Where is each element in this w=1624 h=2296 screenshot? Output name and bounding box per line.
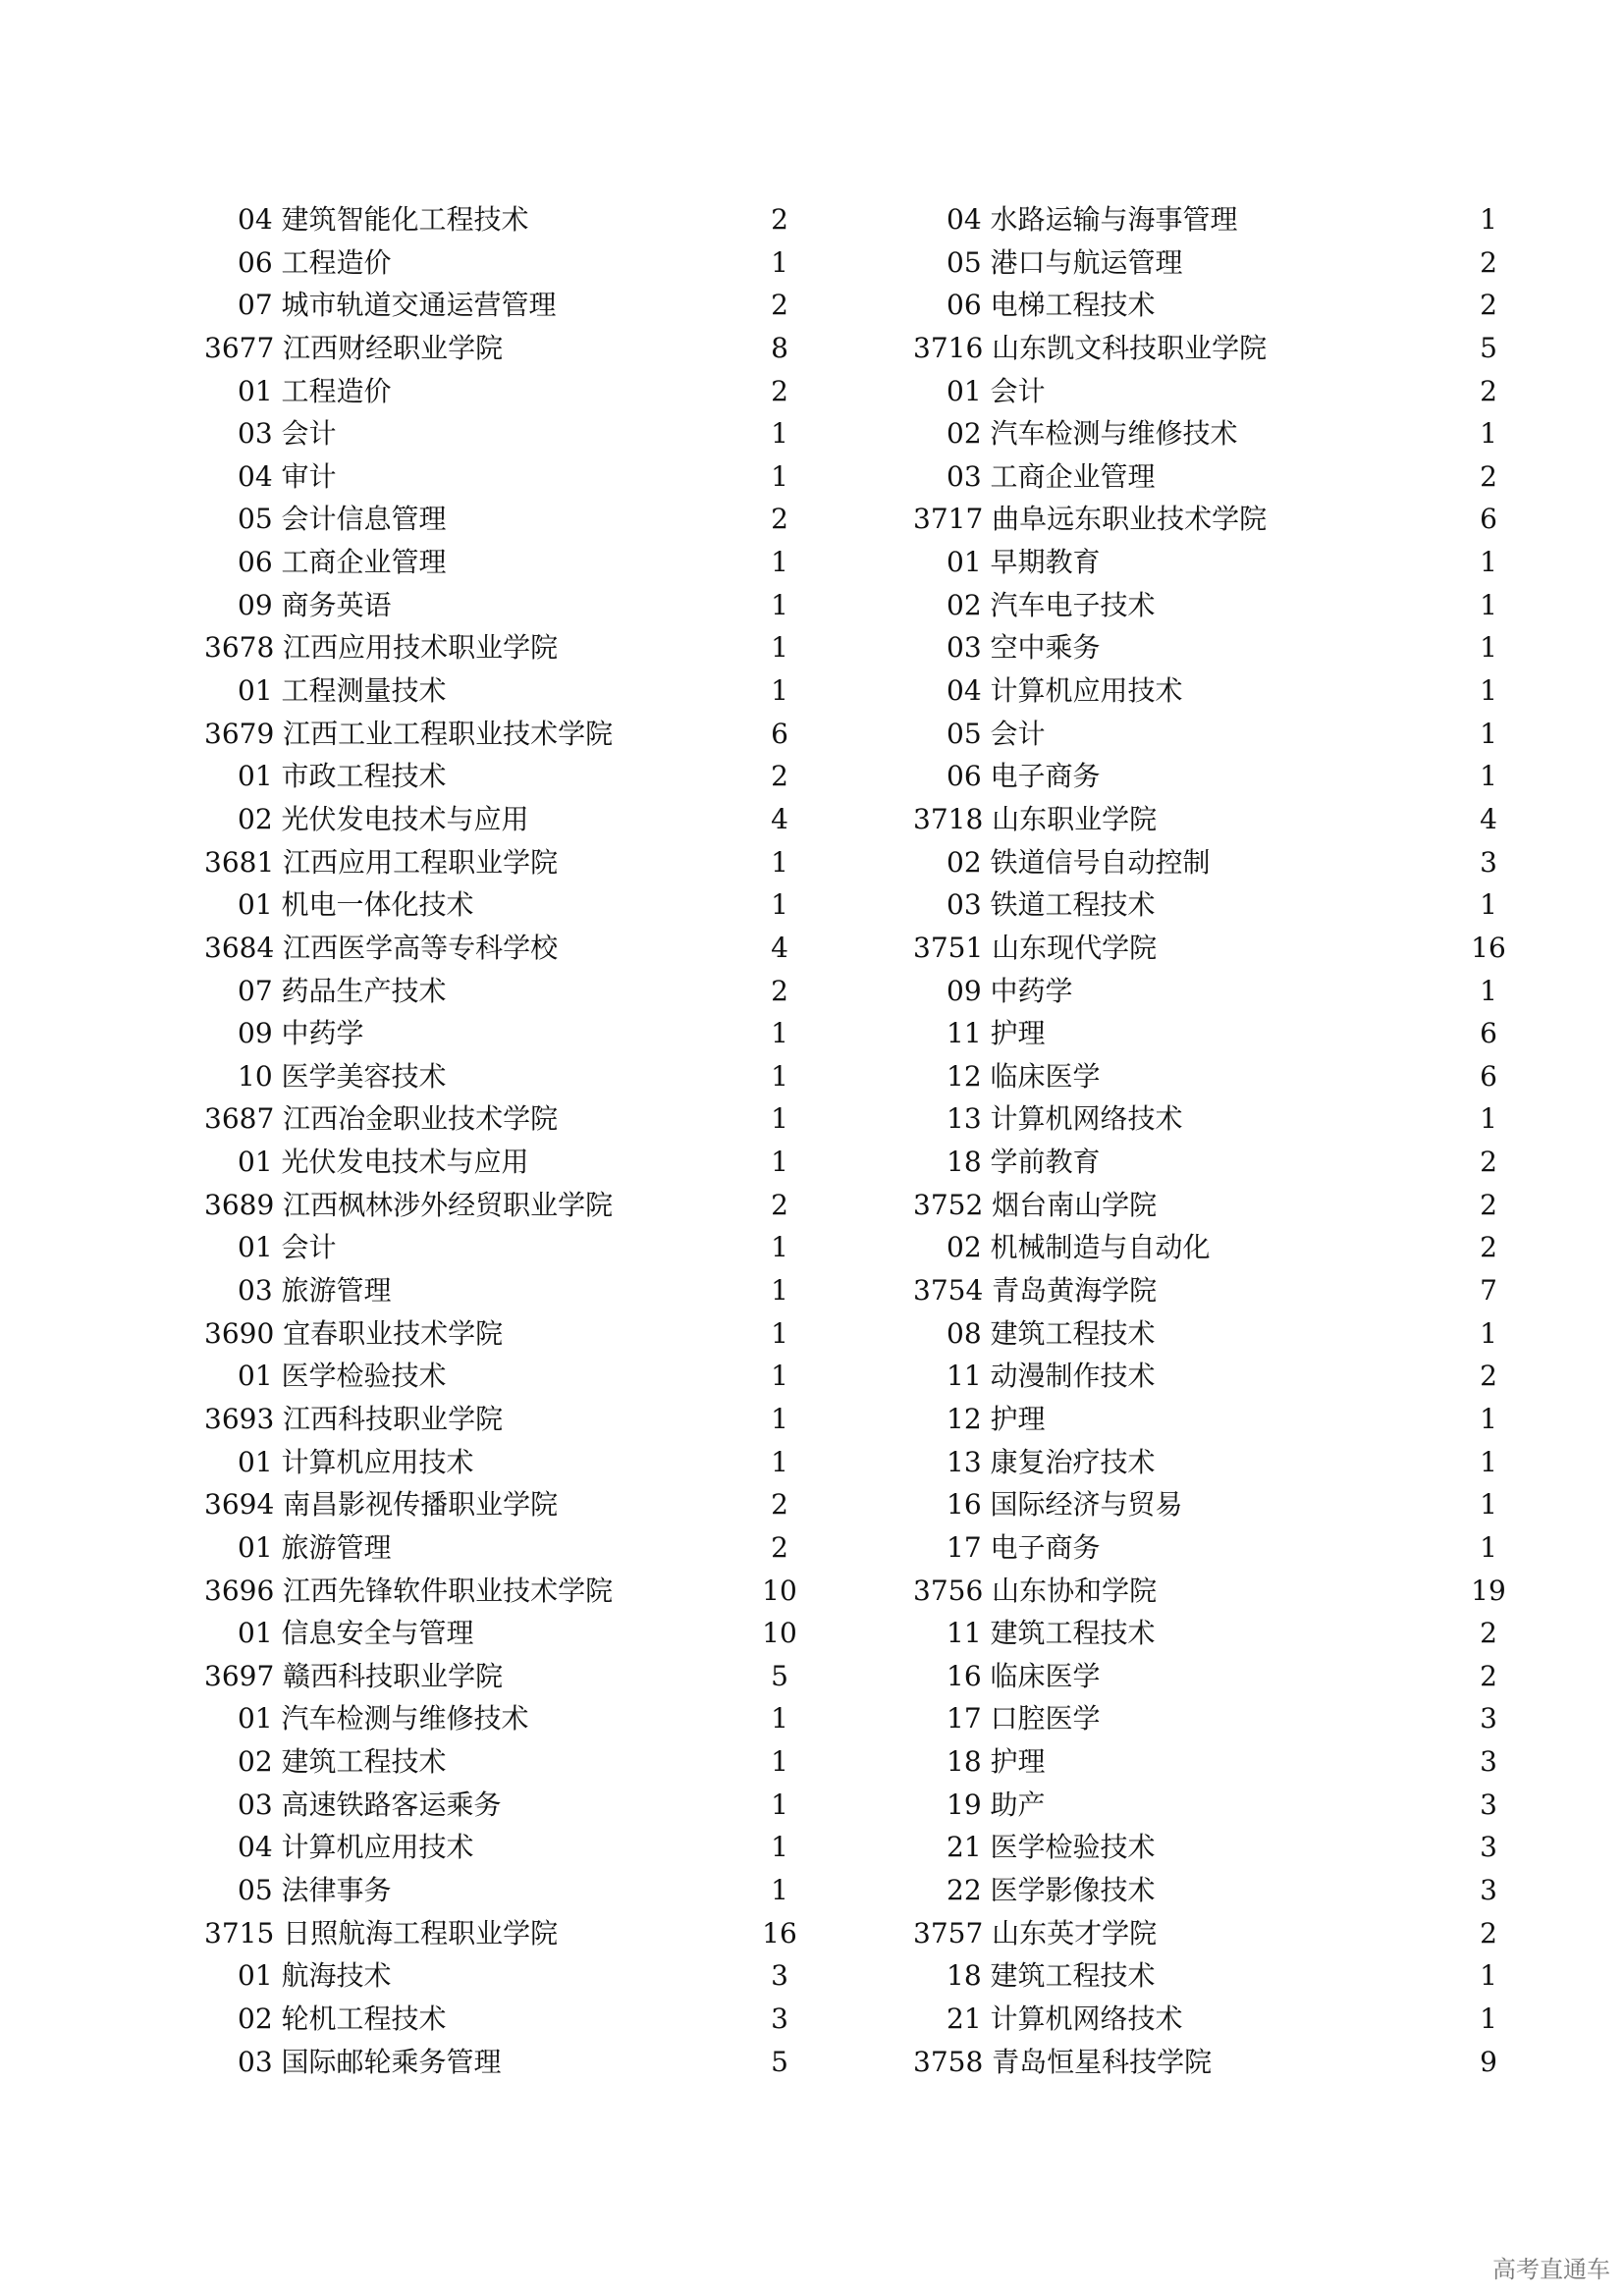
- major-name: 13 康复治疗技术: [947, 1445, 1156, 1478]
- quota-count: 1: [771, 674, 788, 708]
- major-name: 22 医学影像技术: [947, 1873, 1156, 1906]
- major-name: 18 学前教育: [947, 1146, 1101, 1179]
- major-name: 17 口腔医学: [947, 1702, 1101, 1735]
- quota-count: 1: [771, 1831, 788, 1864]
- school-name: 3715 日照航海工程职业学院: [204, 1916, 559, 1949]
- major-name: 09 中药学: [947, 974, 1073, 1007]
- major-row: [204, 541, 793, 584]
- major-row: [913, 1612, 1502, 1655]
- major-name: 09 中药学: [238, 1017, 364, 1050]
- major-name: 19 助产: [947, 1788, 1046, 1821]
- major-row: [913, 669, 1502, 713]
- major-name: 03 空中乘务: [947, 631, 1101, 665]
- quota-count: 1: [771, 459, 788, 493]
- major-name: 05 港口与航运管理: [947, 245, 1183, 279]
- school-row: [913, 1570, 1506, 1613]
- major-name: 01 会计: [238, 1231, 337, 1264]
- quota-count: 6: [1480, 1017, 1497, 1050]
- school-name: 3689 江西枫林涉外经贸职业学院: [204, 1188, 614, 1221]
- school-row: [913, 327, 1502, 370]
- school-row: [913, 1184, 1502, 1227]
- quota-count: 2: [1480, 245, 1497, 279]
- major-row: [204, 970, 793, 1013]
- quota-count: 1: [1480, 760, 1497, 793]
- quota-count: 2: [771, 1530, 788, 1564]
- quota-count: 1: [771, 588, 788, 621]
- major-row: [913, 455, 1502, 499]
- quota-count: 5: [771, 1659, 788, 1692]
- major-row: [204, 1441, 793, 1484]
- major-row: [913, 1526, 1502, 1570]
- quota-count: 1: [771, 888, 788, 922]
- quota-count: 1: [1480, 417, 1497, 451]
- quota-count: 1: [1480, 1530, 1497, 1564]
- quota-count: 2: [771, 374, 788, 407]
- school-row: [204, 1398, 793, 1441]
- quota-count: 1: [771, 1445, 788, 1478]
- major-row: [204, 669, 793, 713]
- quota-count: 5: [1480, 331, 1497, 364]
- major-name: 02 铁道信号自动控制: [947, 845, 1211, 879]
- quota-count: 2: [1480, 459, 1497, 493]
- school-name: 3679 江西工业工程职业技术学院: [204, 717, 614, 750]
- school-name: 3690 宜春职业技术学院: [204, 1316, 504, 1350]
- major-name: 01 汽车检测与维修技术: [238, 1702, 529, 1735]
- major-name: 09 商务英语: [238, 588, 392, 621]
- quota-count: 16: [762, 1916, 797, 1949]
- quota-count: 3: [1480, 1831, 1497, 1864]
- quota-count: 3: [1480, 1702, 1497, 1735]
- school-name: 3681 江西应用工程职业学院: [204, 845, 559, 879]
- quota-count: 1: [1480, 888, 1497, 922]
- major-row: [913, 1097, 1502, 1141]
- major-name: 01 航海技术: [238, 1959, 392, 1993]
- major-row: [913, 1483, 1502, 1526]
- major-name: 03 高速铁路客运乘务: [238, 1788, 502, 1821]
- major-row: [913, 1012, 1502, 1055]
- major-row: [913, 1998, 1502, 2041]
- quota-count: 8: [771, 331, 788, 364]
- major-row: [913, 1141, 1502, 1184]
- school-row: [204, 626, 793, 669]
- major-row: [913, 1355, 1502, 1398]
- school-row: [204, 713, 793, 756]
- quota-count: 2: [771, 203, 788, 236]
- major-row: [204, 370, 793, 413]
- quota-count: 4: [1480, 802, 1497, 835]
- major-name: 10 医学美容技术: [238, 1059, 447, 1093]
- major-name: 05 会计信息管理: [238, 503, 447, 536]
- school-row: [204, 327, 793, 370]
- school-name: 3717 曲阜远东职业技术学院: [913, 503, 1268, 536]
- major-name: 07 城市轨道交通运营管理: [238, 289, 557, 322]
- major-row: [913, 1954, 1502, 1998]
- quota-count: 1: [1480, 1402, 1497, 1435]
- school-row: [913, 1912, 1502, 1955]
- major-name: 17 电子商务: [947, 1530, 1101, 1564]
- school-row: [204, 927, 793, 970]
- major-row: [204, 1784, 793, 1827]
- major-row: [204, 498, 793, 541]
- major-name: 04 审计: [238, 459, 337, 493]
- quota-count: 2: [1480, 1146, 1497, 1179]
- quota-count: 2: [1480, 289, 1497, 322]
- quota-count: 4: [771, 802, 788, 835]
- school-name: 3758 青岛恒星科技学院: [913, 2045, 1213, 2078]
- major-name: 03 工商企业管理: [947, 459, 1156, 493]
- school-row: [913, 927, 1506, 970]
- quota-count: 4: [771, 931, 788, 964]
- major-row: [913, 1441, 1502, 1484]
- major-name: 13 计算机网络技术: [947, 1102, 1183, 1136]
- major-name: 02 汽车检测与维修技术: [947, 417, 1238, 451]
- quota-count: 1: [1480, 546, 1497, 579]
- major-name: 05 法律事务: [238, 1873, 392, 1906]
- major-row: [913, 412, 1502, 455]
- quota-count: 1: [771, 1873, 788, 1906]
- major-name: 21 医学检验技术: [947, 1831, 1156, 1864]
- major-name: 01 早期教育: [947, 546, 1101, 579]
- quota-count: 6: [1480, 1059, 1497, 1093]
- quota-count: 16: [1471, 931, 1506, 964]
- major-row: [204, 284, 793, 327]
- major-row: [913, 1398, 1502, 1441]
- major-name: 03 会计: [238, 417, 337, 451]
- major-row: [913, 1655, 1502, 1698]
- quota-count: 1: [1480, 2002, 1497, 2035]
- major-row: [913, 970, 1502, 1013]
- major-name: 02 机械制造与自动化: [947, 1231, 1211, 1264]
- school-name: 3694 南昌影视传播职业学院: [204, 1488, 559, 1522]
- school-name: 3697 赣西科技职业学院: [204, 1659, 504, 1692]
- quota-count: 1: [771, 631, 788, 665]
- quota-count: 1: [1480, 1488, 1497, 1522]
- major-name: 01 信息安全与管理: [238, 1617, 474, 1650]
- major-name: 18 建筑工程技术: [947, 1959, 1156, 1993]
- school-row: [913, 1269, 1502, 1312]
- quota-count: 1: [1480, 203, 1497, 236]
- school-name: 3696 江西先锋软件职业技术学院: [204, 1574, 614, 1607]
- major-row: [204, 1954, 793, 1998]
- school-name: 3684 江西医学高等专科学校: [204, 931, 559, 964]
- quota-count: 2: [1480, 1188, 1497, 1221]
- school-row: [204, 1483, 793, 1526]
- quota-count: 3: [1480, 1745, 1497, 1779]
- school-row: [204, 1655, 793, 1698]
- school-row: [913, 498, 1502, 541]
- major-row: [913, 1869, 1502, 1912]
- major-name: 02 轮机工程技术: [238, 2002, 447, 2035]
- school-name: 3754 青岛黄海学院: [913, 1274, 1158, 1308]
- major-row: [204, 1269, 793, 1312]
- quota-count: 10: [762, 1617, 797, 1650]
- major-name: 01 计算机应用技术: [238, 1445, 474, 1478]
- quota-count: 2: [1480, 1360, 1497, 1393]
- school-name: 3693 江西科技职业学院: [204, 1402, 504, 1435]
- quota-count: 1: [771, 1274, 788, 1308]
- quota-count: 1: [771, 1059, 788, 1093]
- major-row: [913, 584, 1502, 627]
- quota-count: 5: [771, 2045, 788, 2078]
- major-row: [204, 1355, 793, 1398]
- major-row: [913, 541, 1502, 584]
- quota-count: 19: [1471, 1574, 1506, 1607]
- quota-count: 1: [1480, 974, 1497, 1007]
- major-row: [913, 1312, 1502, 1356]
- major-name: 01 光伏发电技术与应用: [238, 1146, 529, 1179]
- quota-count: 2: [771, 1188, 788, 1221]
- quota-count: 1: [771, 1745, 788, 1779]
- major-row: [913, 370, 1502, 413]
- quota-count: 2: [771, 974, 788, 1007]
- major-row: [204, 241, 793, 285]
- quota-count: 3: [1480, 1788, 1497, 1821]
- major-name: 01 会计: [947, 374, 1046, 407]
- quota-count: 1: [1480, 588, 1497, 621]
- school-row: [913, 2041, 1502, 2084]
- major-name: 01 旅游管理: [238, 1530, 392, 1564]
- major-name: 16 国际经济与贸易: [947, 1488, 1183, 1522]
- quota-count: 1: [771, 1316, 788, 1350]
- quota-count: 1: [771, 845, 788, 879]
- school-row: [204, 841, 793, 884]
- major-row: [204, 1226, 793, 1269]
- major-name: 12 护理: [947, 1402, 1046, 1435]
- major-row: [913, 1826, 1502, 1869]
- quota-count: 1: [771, 417, 788, 451]
- school-name: 3718 山东职业学院: [913, 802, 1158, 835]
- quota-count: 1: [1480, 717, 1497, 750]
- major-name: 03 旅游管理: [238, 1274, 392, 1308]
- school-row: [204, 1097, 793, 1141]
- quota-count: 2: [1480, 1617, 1497, 1650]
- quota-count: 1: [771, 1788, 788, 1821]
- major-row: [204, 1526, 793, 1570]
- major-row: [913, 1055, 1502, 1098]
- quota-count: 2: [771, 503, 788, 536]
- major-name: 03 铁道工程技术: [947, 888, 1156, 922]
- major-row: [913, 841, 1502, 884]
- major-name: 03 国际邮轮乘务管理: [238, 2045, 502, 2078]
- school-name: 3756 山东协和学院: [913, 1574, 1158, 1607]
- quota-count: 2: [1480, 374, 1497, 407]
- major-row: [204, 1612, 797, 1655]
- quota-count: 1: [1480, 1445, 1497, 1478]
- major-name: 06 工商企业管理: [238, 546, 447, 579]
- major-row: [913, 1740, 1502, 1784]
- major-name: 11 护理: [947, 1017, 1046, 1050]
- major-row: [913, 713, 1502, 756]
- quota-count: 2: [1480, 1231, 1497, 1264]
- major-name: 01 机电一体化技术: [238, 888, 474, 922]
- major-row: [204, 755, 793, 798]
- major-row: [204, 1998, 793, 2041]
- quota-count: 2: [771, 760, 788, 793]
- school-name: 3678 江西应用技术职业学院: [204, 631, 559, 665]
- major-name: 08 建筑工程技术: [947, 1316, 1156, 1350]
- major-row: [913, 755, 1502, 798]
- major-name: 11 建筑工程技术: [947, 1617, 1156, 1650]
- school-name: 3677 江西财经职业学院: [204, 331, 504, 364]
- quota-count: 2: [771, 1488, 788, 1522]
- major-name: 02 汽车电子技术: [947, 588, 1156, 621]
- right-column: [913, 198, 1506, 2083]
- quota-count: 9: [1480, 2045, 1497, 2078]
- major-name: 01 工程造价: [238, 374, 392, 407]
- major-row: [913, 1697, 1502, 1740]
- major-row: [913, 284, 1502, 327]
- quota-count: 10: [762, 1574, 797, 1607]
- quota-count: 1: [1480, 1316, 1497, 1350]
- major-row: [913, 626, 1502, 669]
- major-name: 01 工程测量技术: [238, 674, 447, 708]
- major-row: [913, 1784, 1502, 1827]
- major-name: 02 光伏发电技术与应用: [238, 802, 529, 835]
- major-name: 12 临床医学: [947, 1059, 1101, 1093]
- major-name: 21 计算机网络技术: [947, 2002, 1183, 2035]
- quota-count: 3: [771, 1959, 788, 1993]
- quota-count: 2: [1480, 1659, 1497, 1692]
- major-name: 06 电梯工程技术: [947, 289, 1156, 322]
- major-name: 07 药品生产技术: [238, 974, 447, 1007]
- major-name: 05 会计: [947, 717, 1046, 750]
- quota-count: 3: [1480, 845, 1497, 879]
- major-row: [204, 883, 793, 927]
- major-name: 01 市政工程技术: [238, 760, 447, 793]
- major-row: [204, 1012, 793, 1055]
- school-name: 3757 山东英才学院: [913, 1916, 1158, 1949]
- major-name: 04 建筑智能化工程技术: [238, 203, 529, 236]
- major-name: 18 护理: [947, 1745, 1046, 1779]
- major-name: 04 计算机应用技术: [947, 674, 1183, 708]
- major-row: [204, 1697, 793, 1740]
- major-row: [204, 1869, 793, 1912]
- major-row: [913, 1226, 1502, 1269]
- major-row: [204, 1055, 793, 1098]
- major-name: 11 动漫制作技术: [947, 1360, 1156, 1393]
- quota-count: 1: [771, 1231, 788, 1264]
- quota-count: 1: [771, 245, 788, 279]
- major-name: 02 建筑工程技术: [238, 1745, 447, 1779]
- quota-count: 1: [771, 1360, 788, 1393]
- school-row: [204, 1184, 793, 1227]
- major-row: [913, 198, 1502, 241]
- quota-count: 1: [771, 1702, 788, 1735]
- quota-count: 2: [1480, 1916, 1497, 1949]
- school-row: [204, 1312, 793, 1356]
- quota-count: 1: [1480, 674, 1497, 708]
- school-name: 3687 江西冶金职业技术学院: [204, 1102, 559, 1136]
- quota-count: 1: [771, 1146, 788, 1179]
- major-row: [204, 798, 793, 841]
- major-name: 04 计算机应用技术: [238, 1831, 474, 1864]
- major-name: 04 水路运输与海事管理: [947, 203, 1238, 236]
- school-name: 3716 山东凯文科技职业学院: [913, 331, 1268, 364]
- quota-count: 1: [771, 1402, 788, 1435]
- quota-count: 3: [1480, 1873, 1497, 1906]
- quota-count: 6: [771, 717, 788, 750]
- quota-count: 3: [771, 2002, 788, 2035]
- quota-count: 6: [1480, 503, 1497, 536]
- major-row: [913, 883, 1502, 927]
- quota-count: 1: [771, 1102, 788, 1136]
- quota-count: 2: [771, 289, 788, 322]
- major-name: 06 工程造价: [238, 245, 392, 279]
- major-row: [204, 198, 793, 241]
- left-column: [204, 198, 797, 2083]
- school-row: [913, 798, 1502, 841]
- quota-count: 7: [1480, 1274, 1497, 1308]
- major-row: [204, 2041, 793, 2084]
- quota-count: 1: [771, 546, 788, 579]
- major-row: [204, 455, 793, 499]
- major-row: [204, 1826, 793, 1869]
- quota-count: 1: [1480, 1959, 1497, 1993]
- major-row: [204, 412, 793, 455]
- major-name: 06 电子商务: [947, 760, 1101, 793]
- major-row: [204, 584, 793, 627]
- school-row: [204, 1912, 797, 1955]
- major-name: 01 医学检验技术: [238, 1360, 447, 1393]
- major-name: 16 临床医学: [947, 1659, 1101, 1692]
- major-row: [913, 241, 1502, 285]
- school-name: 3751 山东现代学院: [913, 931, 1158, 964]
- watermark: 高考直通车: [1492, 2256, 1610, 2283]
- school-name: 3752 烟台南山学院: [913, 1188, 1158, 1221]
- quota-count: 1: [1480, 1102, 1497, 1136]
- quota-count: 1: [771, 1017, 788, 1050]
- school-row: [204, 1570, 797, 1613]
- major-row: [204, 1740, 793, 1784]
- major-row: [204, 1141, 793, 1184]
- quota-count: 1: [1480, 631, 1497, 665]
